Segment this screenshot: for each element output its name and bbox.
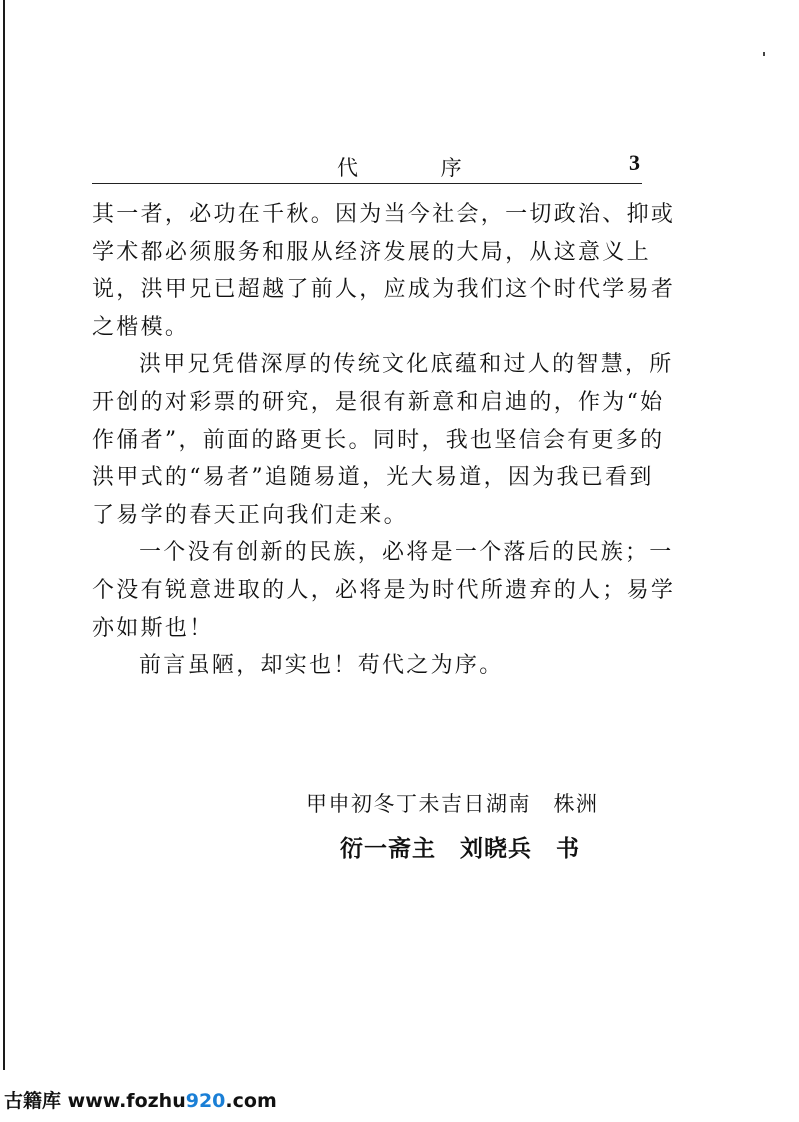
text-line: 开创的对彩票的研究，是很有新意和启迪的，作为“始	[92, 389, 665, 415]
page-number: 3	[629, 150, 640, 175]
text-line: 学术都必须服务和服从经济发展的大局，从这意义上	[92, 239, 651, 265]
header-rule	[92, 183, 642, 184]
text-line: 作俑者”，前面的路更长。同时，我也坚信会有更多的	[92, 427, 665, 453]
watermark-url-number: 920	[185, 1090, 226, 1112]
watermark-site-name: 古籍库	[4, 1090, 62, 1112]
watermark-url-prefix: www.fozhu	[67, 1090, 186, 1112]
text-line: 其一者，必功在千秋。因为当今社会，一切政治、抑或	[92, 202, 676, 227]
signature-date-place: 甲申初冬丁未吉日湖南 株洲	[306, 792, 599, 816]
watermark	[4, 1086, 277, 1113]
text-line: 一个没有创新的民族，必将是一个落后的民族；一	[139, 540, 674, 566]
paragraph-4	[92, 647, 672, 685]
text-line: 前言虽陋，却实也！苟代之为序。	[139, 653, 504, 679]
paragraph-3	[92, 534, 676, 647]
text-line: 个没有锐意进取的人，必将是为时代所遗弃的人；易学	[92, 577, 676, 603]
text-line: 洪甲式的“易者”追随易道，光大易道，因为我已看到	[92, 465, 654, 491]
running-head	[92, 150, 642, 180]
watermark-url-suffix: .com	[225, 1090, 277, 1112]
body-text	[92, 196, 676, 685]
text-line: 洪甲兄凭借深厚的传统文化底蕴和过人的智慧，所	[139, 352, 674, 378]
paragraph-2	[92, 346, 672, 534]
page-left-edge-rule	[3, 0, 5, 1070]
signature-author: 衍一斋主 刘晓兵 书	[340, 836, 580, 862]
scan-speck	[763, 52, 765, 56]
paragraph-1	[92, 196, 676, 346]
text-line: 了易学的春天正向我们走来。	[92, 502, 408, 528]
text-line: 说，洪甲兄已超越了前人，应成为我们这个时代学易者	[92, 277, 676, 303]
running-title: 代 序	[337, 156, 500, 180]
text-line: 亦如斯也！	[92, 615, 214, 641]
text-line: 之楷模。	[92, 314, 190, 340]
